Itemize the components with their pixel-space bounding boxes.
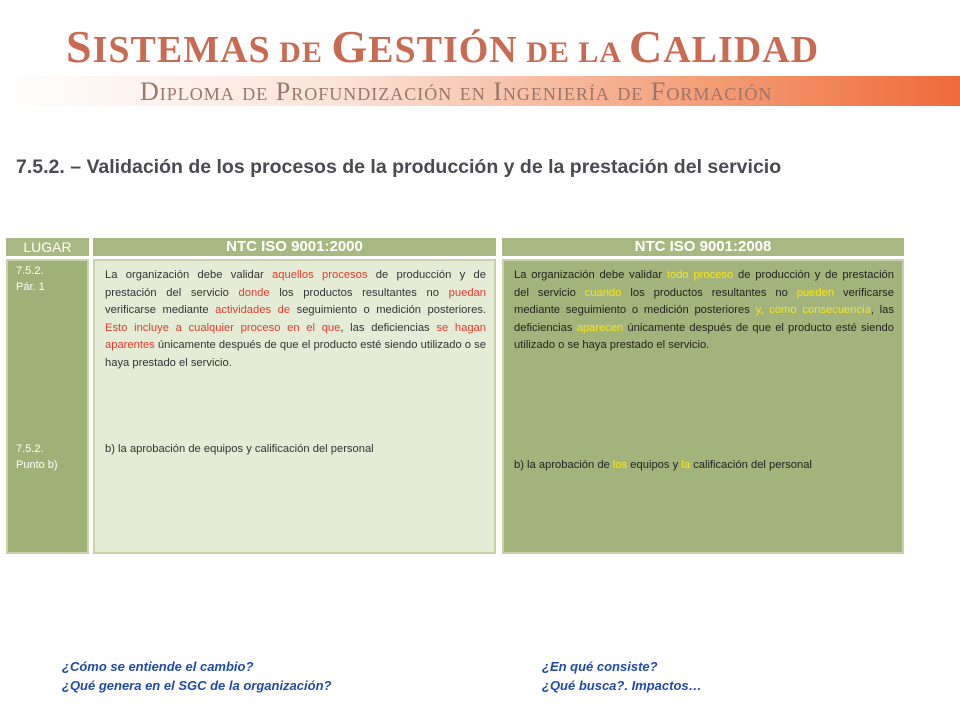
banner-subtitle: Diploma de Profundización en Ingeniería de Formación: [140, 77, 773, 106]
question-left-2: ¿Qué genera en el SGC de la organización?: [62, 678, 332, 693]
title-part: ISTEMAS: [92, 29, 271, 71]
text-run: los productos resultantes no: [621, 286, 797, 299]
col-header-new: NTC ISO 9001:2008: [502, 238, 904, 256]
text-run: los: [612, 459, 628, 471]
question-left-1: ¿Cómo se entiende el cambio?: [62, 659, 254, 674]
lugar-ref-line: Punto b): [16, 459, 58, 471]
question-right-2: ¿Qué busca?. Impactos…: [542, 678, 702, 693]
text-run: los productos resultantes no: [269, 286, 449, 299]
text-run: cuando: [584, 286, 622, 299]
new-text-cell: [502, 259, 904, 554]
text-run: se hagan aparentes: [105, 321, 486, 351]
text-run: de producción y de prestación del servicio: [105, 269, 486, 299]
old-paragraph-1: [105, 267, 486, 372]
lugar-ref-line: 7.5.2.: [16, 265, 44, 277]
title-part: ESTIÓN: [368, 29, 518, 71]
text-run: únicamente después de que el producto esté siendo utilizado o se haya prestado el servicio.: [514, 321, 894, 351]
title-part: ALIDAD: [663, 29, 820, 71]
question-right-1: ¿En qué consiste?: [542, 659, 658, 674]
col-header-lugar: LUGAR: [6, 238, 89, 256]
text-run: La organización debe validar: [105, 269, 273, 281]
text-run: , las deficiencias: [340, 321, 437, 334]
lugar-ref-2: [16, 441, 58, 473]
text-run: verificarse mediante: [105, 304, 216, 316]
text-run: todo: [666, 269, 689, 281]
text-run: equipos y: [627, 459, 682, 471]
text-run: donde: [238, 286, 270, 299]
text-run: calificación del personal: [690, 459, 812, 471]
question-block-left: [62, 657, 331, 695]
old-text-cell: [93, 259, 496, 554]
text-run: de producción y de prestación del servicio: [514, 269, 894, 299]
col-header-old: NTC ISO 9001:2000: [93, 238, 496, 256]
text-run: actividades de: [215, 304, 291, 316]
lugar-cell: [6, 259, 89, 554]
text-run: verificarse mediante seguimiento o medición posteriores: [514, 286, 894, 316]
text-run: únicamente después de que el producto esté siendo utilizado o se haya prestado el servicio.: [105, 339, 486, 369]
title-part: DE LA: [517, 36, 629, 69]
question-block-right: [542, 657, 702, 695]
text-run: la: [681, 459, 691, 471]
text-run: pueden: [796, 286, 835, 299]
title-part: C: [628, 21, 664, 72]
text-run: puedan: [448, 286, 486, 299]
lugar-ref-line: Pár. 1: [16, 281, 45, 293]
title-part: S: [66, 21, 93, 72]
title-part: G: [331, 21, 369, 72]
text-run: Esto incluye a cualquier proceso en el que: [105, 321, 341, 334]
new-paragraph-1: [514, 267, 894, 355]
title-part: DE: [270, 36, 332, 69]
text-run: , las deficiencias: [514, 304, 894, 334]
text-run: y, como consecuencia: [755, 304, 871, 316]
banner-title: [66, 20, 926, 70]
text-run: aparecen: [576, 321, 624, 334]
text-run: seguimiento o medición posteriores.: [290, 304, 487, 316]
section-title: 7.5.2. – Validación de los procesos de la producción y de la prestación del servicio: [16, 156, 782, 178]
lugar-ref-1: [16, 263, 45, 295]
text-run: La organización debe validar: [514, 269, 667, 281]
new-paragraph-2: [514, 457, 894, 475]
text-run: proceso: [693, 269, 734, 281]
lugar-ref-line: 7.5.2.: [16, 443, 44, 455]
text-run: aquellos procesos: [272, 269, 368, 281]
old-paragraph-2: b) la aprobación de equipos y calificación del personal: [105, 443, 374, 455]
text-run: b) la aprobación de: [514, 459, 613, 471]
